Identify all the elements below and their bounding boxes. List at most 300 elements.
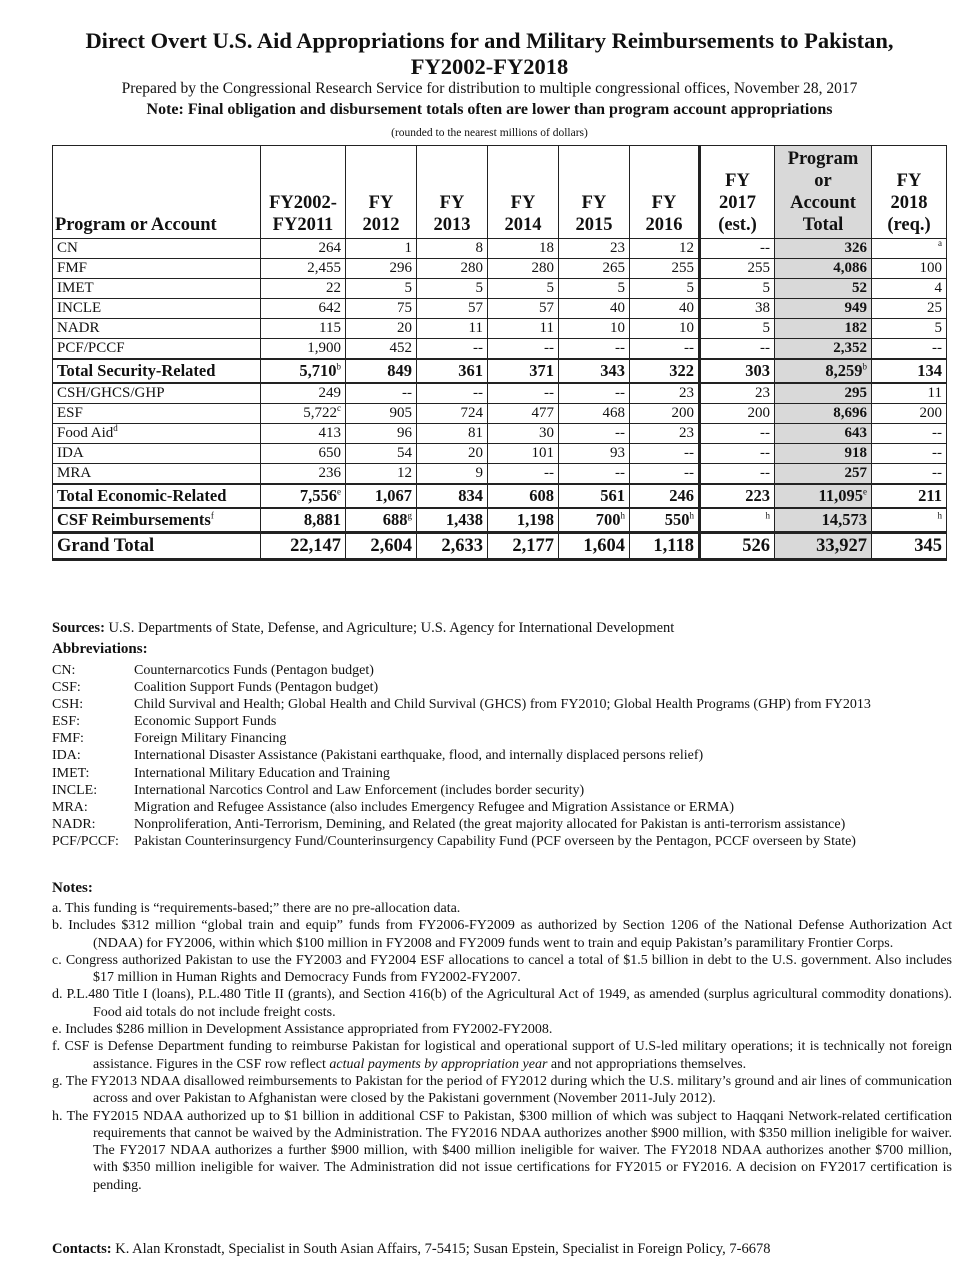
table-cell: [346, 383, 417, 404]
cell-value: 236: [318, 465, 341, 481]
cell-value: 5,722: [303, 405, 337, 421]
abbreviation-key: CSF:: [52, 680, 81, 696]
cell-value: 2,633: [441, 536, 483, 556]
cell-value: 10: [679, 320, 694, 336]
cell-value: 30: [539, 425, 554, 441]
table-cell: [346, 239, 417, 259]
footnote-marker: d: [113, 423, 118, 433]
table-cell: [417, 383, 488, 404]
cell-value: --: [615, 465, 625, 481]
table-cell: [488, 279, 559, 299]
contacts-label: Contacts:: [52, 1241, 112, 1257]
row-label: [53, 319, 261, 339]
table-cell: [775, 359, 872, 383]
row-label: [53, 339, 261, 360]
table-cell: [700, 339, 775, 360]
row-label-text: ESF: [57, 405, 83, 421]
cell-value: 20: [468, 445, 483, 461]
row-label: [53, 424, 261, 444]
row-label-text: CSF Reimbursements: [57, 510, 211, 529]
table-cell: [775, 533, 872, 560]
row-label-text: CSH/GHCS/GHP: [57, 385, 165, 401]
table-cell: [872, 259, 947, 279]
cell-value: 8: [475, 240, 483, 256]
cell-value: 18: [539, 240, 554, 256]
table-cell: [630, 404, 700, 424]
table-cell: [261, 484, 346, 508]
column-header: FY 2013: [417, 146, 488, 239]
cell-value: 134: [917, 361, 942, 380]
cell-value: 23: [679, 425, 694, 441]
table-cell: [872, 404, 947, 424]
cell-value: --: [684, 445, 694, 461]
cell-value: 200: [919, 405, 942, 421]
table-cell: [630, 299, 700, 319]
table-cell: [346, 299, 417, 319]
note-d: d. P.L.480 Title I (loans), P.L.480 Title II (grants), and Section 416(b) of the Agricultural Act of 1949, as amended (surplus agricultural commodity donations). Food aid totals do not include freight costs.: [52, 987, 952, 1020]
cell-value: 5: [934, 320, 942, 336]
table-cell: [417, 424, 488, 444]
cell-value: 650: [318, 445, 341, 461]
table-cell: [417, 239, 488, 259]
table-cell: [775, 339, 872, 360]
table-cell: [700, 319, 775, 339]
table-cell: [261, 259, 346, 279]
cell-value: 7,556: [299, 486, 337, 505]
footnote-marker: a: [938, 238, 942, 248]
cell-value: --: [615, 340, 625, 356]
table-cell: [261, 444, 346, 464]
table-cell: [417, 464, 488, 485]
cell-value: 211: [918, 486, 942, 505]
note-g: g. The FY2013 NDAA disallowed reimbursements to Pakistan for the period of FY2012 during which the U.S. military’s ground and air lines of communication across and over Pakistan to Afghanistan were closed by the Pakistani government (November 2011-July 2012).: [52, 1073, 952, 1107]
row-label: [53, 533, 261, 560]
cell-value: 101: [531, 445, 554, 461]
cell-value: 11: [927, 385, 942, 401]
footnote-marker: h: [937, 510, 942, 521]
row-label: [53, 508, 261, 533]
row-label-text: FMF: [57, 260, 88, 276]
abbreviation-value: International Disaster Assistance (Pakistani earthquake, flood, and internally displaced persons relief): [134, 748, 704, 764]
cell-value: 303: [745, 361, 770, 380]
table-cell: [346, 464, 417, 485]
cell-value: 526: [742, 536, 770, 556]
cell-value: 246: [669, 486, 694, 505]
cell-value: 12: [679, 240, 694, 256]
table-cell: [775, 299, 872, 319]
cell-value: --: [544, 465, 554, 481]
cell-value: 550: [664, 510, 690, 529]
table-cell: [559, 299, 630, 319]
cell-value: 5: [546, 280, 554, 296]
cell-value: 22,147: [290, 536, 341, 556]
table-cell: [261, 359, 346, 383]
table-cell: [630, 508, 700, 533]
column-header: FY 2018 (req.): [872, 146, 947, 239]
column-header: Program or Account Total: [775, 146, 872, 239]
cell-value: 223: [745, 486, 770, 505]
row-label-text: Grand Total: [57, 536, 155, 556]
cell-value: 264: [318, 240, 341, 256]
table-cell: [261, 533, 346, 560]
row-label-text: CN: [57, 240, 78, 256]
cell-value: --: [760, 240, 770, 256]
table-row: [53, 259, 947, 279]
sources-label: Sources:: [52, 620, 105, 636]
table-cell: [700, 279, 775, 299]
table-cell: [346, 404, 417, 424]
table-cell: [488, 299, 559, 319]
table-cell: [417, 359, 488, 383]
table-cell: [630, 484, 700, 508]
table-cell: [346, 359, 417, 383]
table-cell: [417, 299, 488, 319]
footnote-marker: e: [863, 486, 867, 497]
row-label: [53, 279, 261, 299]
column-header: FY 2015: [559, 146, 630, 239]
table-header-row: [53, 146, 947, 239]
cell-value: 452: [389, 340, 412, 356]
cell-value: 4: [934, 280, 942, 296]
cell-value: 468: [602, 405, 625, 421]
cell-value: 1,438: [445, 510, 483, 529]
table-cell: [630, 383, 700, 404]
footnote-marker: f: [210, 510, 214, 521]
cell-value: 249: [318, 385, 341, 401]
table-cell: [872, 239, 947, 259]
table-cell: [261, 508, 346, 533]
cell-value: --: [473, 340, 483, 356]
cell-value: 1,900: [307, 340, 341, 356]
table-row: [53, 424, 947, 444]
table-cell: [261, 464, 346, 485]
table-cell: [630, 239, 700, 259]
table-cell: [559, 533, 630, 560]
cell-value: --: [684, 465, 694, 481]
abbreviation-row: [52, 747, 871, 764]
cell-value: 38: [755, 300, 770, 316]
table-cell: [346, 424, 417, 444]
table-row: [53, 299, 947, 319]
note-f: [52, 1038, 952, 1073]
footnote-marker: b: [862, 361, 867, 372]
page-title-line-1: Direct Overt U.S. Aid Appropriations for and Military Reimbursements to Pakistan,: [85, 28, 894, 53]
table-cell: [700, 239, 775, 259]
cell-value: --: [932, 340, 942, 356]
table-cell: [775, 383, 872, 404]
footnote-marker: h: [620, 510, 625, 521]
abbreviation-row: [52, 713, 871, 730]
abbreviation-key: IDA:: [52, 748, 81, 764]
table-cell: [775, 444, 872, 464]
cell-value: 1: [404, 240, 412, 256]
table-cell: [346, 339, 417, 360]
table-cell: [417, 533, 488, 560]
abbreviation-value: Child Survival and Health; Global Health and Child Survival (GHCS) from FY2010; Global Health Programs (GHP) from FY2013: [134, 697, 871, 713]
table-cell: [488, 319, 559, 339]
table-cell: [261, 239, 346, 259]
note-c: c. Congress authorized Pakistan to use the FY2003 and FY2004 ESF allocations to cancel a total of $1.5 billion in debt to the U.S. government. Also includes $17 million in Human Rights and Democracy Funds from FY2002-FY2007.: [52, 952, 952, 986]
abbreviation-row: [52, 816, 871, 833]
abbreviation-value: International Narcotics Control and Law Enforcement (includes border security): [134, 782, 585, 798]
table-row: [53, 464, 947, 485]
cell-value: 5: [404, 280, 412, 296]
cell-value: --: [473, 385, 483, 401]
sources-text: U.S. Departments of State, Defense, and Agriculture; U.S. Agency for International Development: [108, 620, 675, 636]
row-label: [53, 383, 261, 404]
footnote-marker: b: [336, 361, 341, 372]
table-cell: [488, 359, 559, 383]
table-cell: [872, 508, 947, 533]
table-cell: [775, 259, 872, 279]
table-cell: [417, 444, 488, 464]
cell-value: 265: [602, 260, 625, 276]
table-row: [53, 404, 947, 424]
cell-value: 5: [762, 320, 770, 336]
abbreviation-value: International Military Education and Training: [134, 765, 390, 781]
table-cell: [775, 424, 872, 444]
notes-heading: Notes:: [52, 880, 93, 896]
cell-value: 8,881: [303, 510, 341, 529]
footnote-marker: h: [765, 510, 770, 521]
cell-value: 949: [844, 300, 867, 316]
cell-value: 5: [762, 280, 770, 296]
note-f-text-end: and not appropriations themselves.: [547, 1056, 747, 1072]
abbreviation-key: INCLE:: [52, 782, 98, 798]
table-cell: [630, 259, 700, 279]
footnote-marker: c: [337, 403, 341, 413]
cell-value: --: [932, 445, 942, 461]
cell-value: 23: [755, 385, 770, 401]
table-cell: [488, 508, 559, 533]
table-cell: [700, 444, 775, 464]
rounding-note: (rounded to the nearest millions of dollars): [391, 127, 588, 139]
table-cell: [700, 383, 775, 404]
cell-value: 81: [468, 425, 483, 441]
table-cell: [261, 424, 346, 444]
table-cell: [559, 464, 630, 485]
abbreviation-key: NADR:: [52, 816, 96, 832]
table-cell: [559, 319, 630, 339]
row-label-text: NADR: [57, 320, 100, 336]
cell-value: 1,604: [583, 536, 625, 556]
table-cell: [700, 424, 775, 444]
table-cell: [559, 444, 630, 464]
table-cell: [700, 299, 775, 319]
cell-value: 371: [529, 361, 554, 380]
footnote-marker: g: [407, 510, 412, 521]
cell-value: 1,118: [653, 536, 694, 556]
table-row: [53, 359, 947, 383]
abbreviation-row: [52, 662, 871, 679]
cell-value: 11,095: [818, 486, 863, 505]
cell-value: 8,259: [825, 361, 863, 380]
cell-value: --: [932, 425, 942, 441]
table-cell: [417, 279, 488, 299]
table-cell: [559, 239, 630, 259]
table-cell: [775, 319, 872, 339]
table-cell: [630, 424, 700, 444]
cell-value: 5: [686, 280, 694, 296]
row-label: [53, 239, 261, 259]
cell-value: 642: [318, 300, 341, 316]
note-e: e. Includes $286 million in Development Assistance appropriated from FY2002-FY2008.: [52, 1022, 553, 1038]
note-h: h. The FY2015 NDAA authorized up to $1 billion in additional CSF to Pakistan, $300 million of which was subject to Haqqani Network-related certification requirements that cannot be waived by the Administration. The FY2016 NDAA authorizes another $900 million, with $350 million ineligible for waiver. The FY2017 NDAA authorizes a further $900 million, with $400 million ineligible for waiver. The FY2018 NDAA authorizes another $700 million, with $350 million ineligible for waiver. The Administration did not issue certifications for FY2015 or FY2016. A decision on FY2017 certification is pending.: [52, 1108, 952, 1193]
table-cell: [488, 424, 559, 444]
contacts-line: [52, 1241, 771, 1258]
abbreviation-row: [52, 782, 871, 799]
cell-value: 54: [397, 445, 412, 461]
table-cell: [346, 319, 417, 339]
table-cell: [872, 299, 947, 319]
table-cell: [417, 508, 488, 533]
abbreviation-row: [52, 765, 871, 782]
table-cell: [261, 339, 346, 360]
cell-value: 200: [747, 405, 770, 421]
table-cell: [775, 484, 872, 508]
cell-value: 2,604: [370, 536, 412, 556]
table-cell: [417, 259, 488, 279]
table-cell: [700, 464, 775, 485]
table-cell: [559, 424, 630, 444]
abbreviation-value: Coalition Support Funds (Pentagon budget): [134, 680, 379, 696]
table-cell: [630, 359, 700, 383]
table-cell: [700, 508, 775, 533]
footnote-marker: h: [689, 510, 694, 521]
abbreviation-key: FMF:: [52, 731, 84, 747]
table-row: [53, 383, 947, 404]
cell-value: 834: [458, 486, 483, 505]
table-cell: [261, 299, 346, 319]
cell-value: 200: [671, 405, 694, 421]
table-cell: [346, 484, 417, 508]
cell-value: 5: [475, 280, 483, 296]
row-label-text: Food Aid: [57, 425, 114, 441]
table-cell: [872, 279, 947, 299]
row-label-text: IDA: [57, 445, 84, 461]
row-label-text: Total Economic-Related: [57, 486, 227, 505]
table-cell: [630, 444, 700, 464]
row-label-text: IMET: [57, 280, 94, 296]
table-cell: [775, 279, 872, 299]
table-cell: [872, 533, 947, 560]
cell-value: 57: [468, 300, 483, 316]
page-title-line-2: FY2002-FY2018: [410, 54, 569, 79]
cell-value: 25: [927, 300, 942, 316]
cell-value: 23: [610, 240, 625, 256]
table-row: [53, 508, 947, 533]
table-cell: [872, 319, 947, 339]
abbreviation-value: Pakistan Counterinsurgency Fund/Counterinsurgency Capability Fund (PCF overseen by the Pentagon, PCCF overseen by State): [134, 833, 856, 849]
column-header: FY 2012: [346, 146, 417, 239]
abbreviation-key: MRA:: [52, 799, 88, 815]
cell-value: 326: [844, 240, 867, 256]
contacts-text: K. Alan Kronstadt, Specialist in South Asian Affairs, 7-5415; Susan Epstein, Specialist in Foreign Policy, 7-6678: [115, 1241, 771, 1257]
column-header: Program or Account: [53, 146, 261, 239]
cell-value: 2,352: [833, 340, 867, 356]
row-label: [53, 404, 261, 424]
table-cell: [261, 279, 346, 299]
abbreviation-row: [52, 696, 871, 713]
table-row: [53, 444, 947, 464]
cell-value: --: [760, 425, 770, 441]
table-cell: [346, 279, 417, 299]
row-label-text: PCF/PCCF: [57, 340, 125, 356]
table-cell: [417, 339, 488, 360]
table-cell: [872, 359, 947, 383]
table-cell: [559, 383, 630, 404]
table-cell: [417, 484, 488, 508]
abbreviation-row: [52, 730, 871, 747]
table-cell: [775, 508, 872, 533]
abbreviations-heading: Abbreviations:: [52, 641, 148, 657]
table-cell: [775, 239, 872, 259]
cell-value: --: [932, 465, 942, 481]
cell-value: 905: [389, 405, 412, 421]
row-label-text: INCLE: [57, 300, 102, 316]
table-cell: [346, 508, 417, 533]
table-cell: [488, 484, 559, 508]
note-a: a. This funding is “requirements-based;” there are no pre-allocation data.: [52, 901, 461, 916]
table-cell: [559, 339, 630, 360]
cell-value: 8,696: [833, 405, 867, 421]
cell-value: 280: [460, 260, 483, 276]
cell-value: --: [615, 425, 625, 441]
row-label-text: MRA: [57, 465, 92, 481]
cell-value: 115: [319, 320, 341, 336]
table-cell: [559, 359, 630, 383]
table-cell: [559, 279, 630, 299]
column-header: FY2002- FY2011: [261, 146, 346, 239]
row-label: [53, 464, 261, 485]
table-cell: [261, 319, 346, 339]
table-cell: [261, 404, 346, 424]
cell-value: 100: [919, 260, 942, 276]
cell-value: 413: [318, 425, 341, 441]
table-cell: [775, 464, 872, 485]
aid-table: [52, 145, 947, 561]
cell-value: 20: [397, 320, 412, 336]
table-cell: [488, 259, 559, 279]
cell-value: --: [760, 445, 770, 461]
cell-value: 40: [679, 300, 694, 316]
table-cell: [700, 359, 775, 383]
cell-value: 255: [747, 260, 770, 276]
cell-value: 643: [844, 425, 867, 441]
table-cell: [630, 533, 700, 560]
table-cell: [872, 424, 947, 444]
cell-value: 40: [610, 300, 625, 316]
cell-value: 918: [844, 445, 867, 461]
cell-value: 4,086: [833, 260, 867, 276]
footnote-marker: e: [337, 486, 341, 497]
table-row: [53, 239, 947, 259]
cell-value: 5: [617, 280, 625, 296]
row-label: [53, 259, 261, 279]
cell-value: 52: [852, 280, 867, 296]
cell-value: 10: [610, 320, 625, 336]
note-f-italic: actual payments by appropriation year: [329, 1056, 548, 1072]
table-row: [53, 484, 947, 508]
cell-value: 700: [595, 510, 621, 529]
table-row: [53, 339, 947, 360]
cell-value: --: [544, 385, 554, 401]
table-cell: [488, 533, 559, 560]
table-cell: [872, 383, 947, 404]
cell-value: 724: [460, 405, 483, 421]
cell-value: 22: [326, 280, 341, 296]
abbreviation-row: [52, 833, 871, 850]
